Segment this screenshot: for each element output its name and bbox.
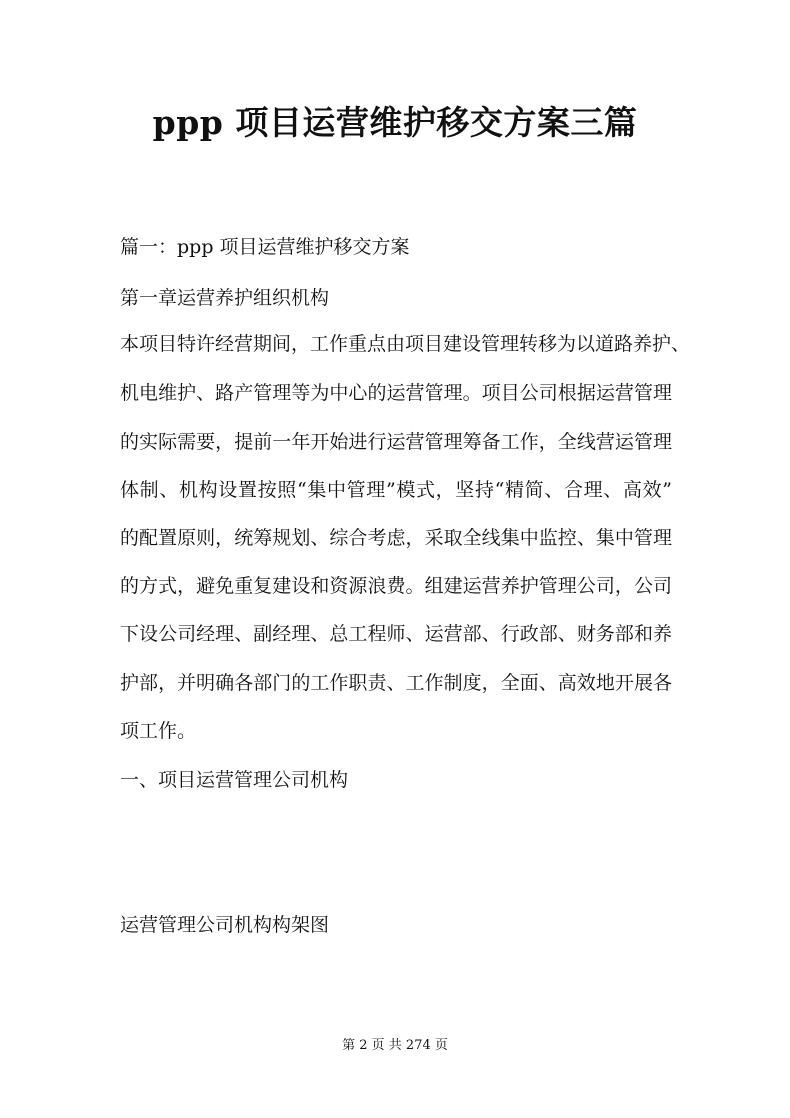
paragraph-line: 本项目特许经营期间，工作重点由项目建设管理转移为以道路养护、	[120, 333, 691, 355]
paragraph-line: 的实际需要，提前一年开始进行运营管理筹备工作，全线营运管理	[120, 431, 672, 453]
paragraph-line: 机电维护、路产管理等为中心的运营管理。项目公司根据运营管理	[120, 382, 672, 404]
document-title: ppp 项目运营维护移交方案三篇	[152, 103, 638, 142]
paragraph-line: 项工作。	[120, 720, 197, 742]
figure-caption: 运营管理公司机构构架图	[120, 914, 330, 936]
subsection-title: 一、项目运营管理公司机构	[120, 769, 349, 791]
paragraph-line: 护部，并明确各部门的工作职责、工作制度，全面、高效地开展各	[120, 672, 672, 694]
paragraph-line: 的方式，避免重复建设和资源浪费。组建运营养护管理公司，公司	[120, 575, 672, 597]
paragraph-line: 的配置原则，统筹规划、综合考虑，采取全线集中监控、集中管理	[120, 527, 672, 549]
paragraph-line: 下设公司经理、副经理、总工程师、运营部、行政部、财务部和养	[120, 623, 672, 645]
paragraph-line: 体制、机构设置按照“集中管理”模式，坚持“精简、合理、高效”	[120, 479, 672, 501]
page-indicator: 第 2 页 共 274 页	[342, 1038, 448, 1053]
chapter-title: 第一章运营养护组织机构	[120, 287, 330, 309]
section-title: 篇一：ppp 项目运营维护移交方案	[120, 236, 410, 258]
